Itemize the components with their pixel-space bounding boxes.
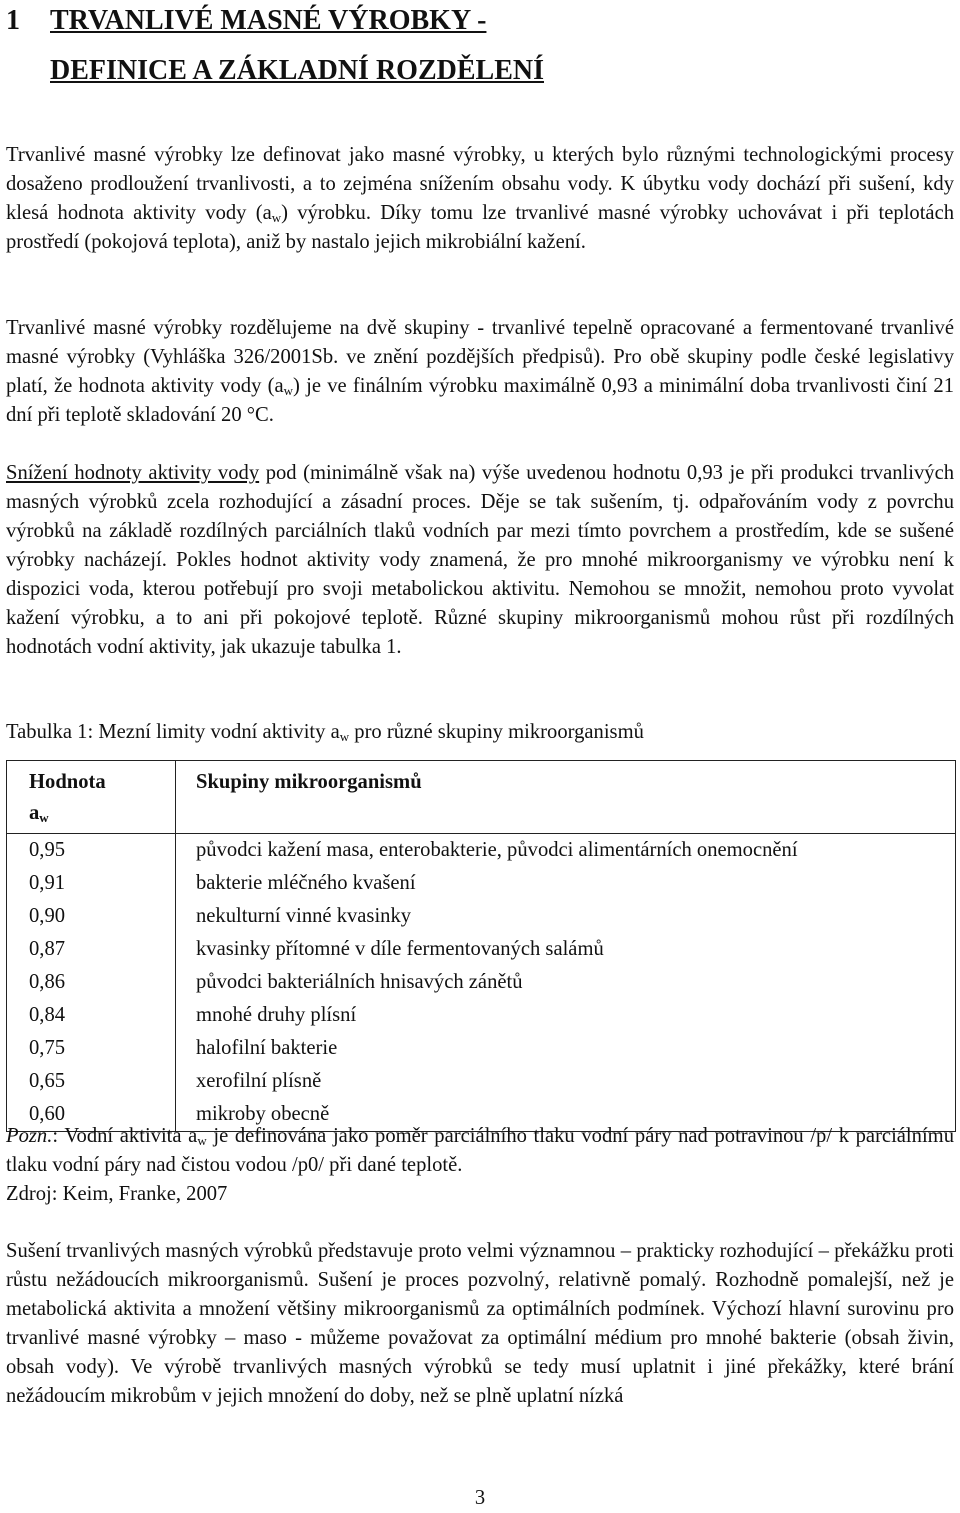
header-cell-groups: Skupiny mikroorganismů [176,761,956,834]
note-label: Pozn. [6,1125,53,1147]
cell-microorganism-group: halofilní bakterie [196,1037,338,1059]
water-activity-table [6,760,956,1132]
cell-aw-value: 0,86 [7,966,176,999]
cell-microorganism-group: xerofilní plísně [196,1070,322,1092]
p2-subscript: w [283,383,294,398]
table-row [7,867,956,900]
table-row [7,1065,956,1098]
header-value-line1: Hodnota [29,771,106,793]
cell-microorganism-group: mnohé druhy plísní [196,1004,357,1026]
cell-microorganism-group: bakterie mléčného kvašení [196,872,416,894]
note-text-a: : Vodní aktivita a [52,1125,198,1147]
chapter-number: 1 [6,5,20,36]
p1-text-b: ) výrobku. Díky tomu lze trvanlivé masné výrobky uchovávat i při teplotách prostředí (pokojová teplota), aniž by nastalo jejich mikrobiální kažení. [6,202,955,253]
cell-microorganism-group: původci bakteriálních hnisavých zánětů [196,971,523,993]
table-row [7,900,956,933]
cell-microorganism-group: původci kažení masa, enterobakterie, původci alimentárních onemocnění [196,839,798,861]
p3-underlined-term: Snížení hodnoty aktivity vody [6,462,260,484]
paragraph-water-activity [6,459,954,662]
p2-text-a: Trvanlivé masné výrobky rozdělujeme na dvě skupiny - trvanlivé tepelně opracované a fermentované trvanlivé masné výrobky (Vyhláška 326/2001Sb. ve znění pozdějších předpisů). Pro obě skupiny podle české legislativy platí, že hodnota aktivity vody (a [6,317,954,397]
page-number: 3 [474,1487,486,1509]
cell-aw-value: 0,91 [7,867,176,900]
header-cell-value [7,761,176,834]
table-row [7,834,956,868]
cell-aw-value: 0,65 [7,1065,176,1098]
cell-microorganism-group: nekulturní vinné kvasinky [196,905,412,927]
caption-text-a: Tabulka 1: Mezní limity vodní aktivity a [6,721,340,743]
paragraph-drying: Sušení trvanlivých masných výrobků představuje proto velmi významnou – prakticky rozhodující – překážku proti růstu nežádoucích mikroorganismů. Sušení je proces pozvolný, relativně pomalý. Rozhodně pomalejší, než je metabolická aktivita a množení většiny mikroorganismů za optimálních podmínek. Výchozí hlavní surovinu pro trvanlivé masné výrobky – maso - můžeme považovat za optimální médium pro mnohé bakterie (obsah živin, obsah vody). Ve výrobě trvanlivých masných výrobků se tedy musí uplatnit i jiné překážky, které brání nežádoucím mikrobům v jejich množení do doby, než se plně uplatní nízká [6,1240,954,1407]
caption-subscript: w [339,729,350,744]
cell-microorganism-group: kvasinky přítomné v díle fermentovaných salámů [196,938,604,960]
table-row [7,999,956,1032]
p1-text-a: Trvanlivé masné výrobky lze definovat jako masné výrobky, u kterých bylo různými technologickými procesy dosaženo prodloužení trvanlivosti, a to zejména snížením obsahu vody. K úbytku vody dochází při sušení, kdy klesá hodnota aktivity vody (a [6,144,954,224]
table-row [7,1032,956,1065]
header-value-subscript: w [39,810,49,825]
cell-aw-value: 0,90 [7,900,176,933]
header-value-line2: a [29,802,40,824]
table-row [7,933,956,966]
cell-aw-value: 0,84 [7,999,176,1032]
note-text-b: je definována jako poměr parciálního tlaku vodní páry nad potravinou /p/ k parciálnímu tlaku vodní páry nad čistou vodou /p0/ při dané teplotě. [6,1125,954,1176]
caption-text-b: pro různé skupiny mikroorganismů [349,721,644,743]
p3-text: pod (minimálně však na) výše uvedenou hodnotu 0,93 je při produkci trvanlivých masných výrobků zcela rozhodující a zásadní proces. Děje se tak sušením, tj. odpařováním vody z povrchu výrobků na základě rozdílných parciálních tlaků vodních par mezi tímto povrchem a prostředím, kde se sušené výrobky nacházejí. Pokles hodnot aktivity vody znamená, že pro mnohé mikroorganismy ve výrobku není k dispozici voda, kterou potřebují pro svoji metabolickou aktivitu. Nemohou se množit, nemohou proto vyvolat kažení výrobku, a to ani při pokojové teplotě. Různé skupiny mikroorganismů mohou růst při rozdílných hodnotách vodní aktivity, jak ukazuje tabulka 1. [6,462,955,658]
paragraph-groups [6,314,954,430]
note-subscript: w [197,1133,207,1148]
table-caption [6,718,954,747]
cell-aw-value: 0,87 [7,933,176,966]
chapter-title-line2: DEFINICE A ZÁKLADNÍ ROZDĚLENÍ [50,55,544,86]
cell-aw-value: 0,95 [7,834,176,868]
p1-subscript: w [271,210,282,225]
cell-aw-value: 0,75 [7,1032,176,1065]
table-note [6,1122,954,1180]
p2-text-b: ) je ve finálním výrobku maximálně 0,93 a minimální doba trvanlivosti činí 21 dní při teplotě skladování 20 °C. [6,375,955,426]
chapter-title-line1: TRVANLIVÉ MASNÉ VÝROBKY - [50,5,487,36]
table-source: Zdroj: Keim, Franke, 2007 [6,1183,228,1205]
paragraph-definition [6,141,954,257]
cell-aw-value: 0,60 [7,1098,176,1132]
table-header-row [7,761,956,834]
cell-microorganism-group: mikroby obecně [196,1103,330,1125]
table-row [7,966,956,999]
